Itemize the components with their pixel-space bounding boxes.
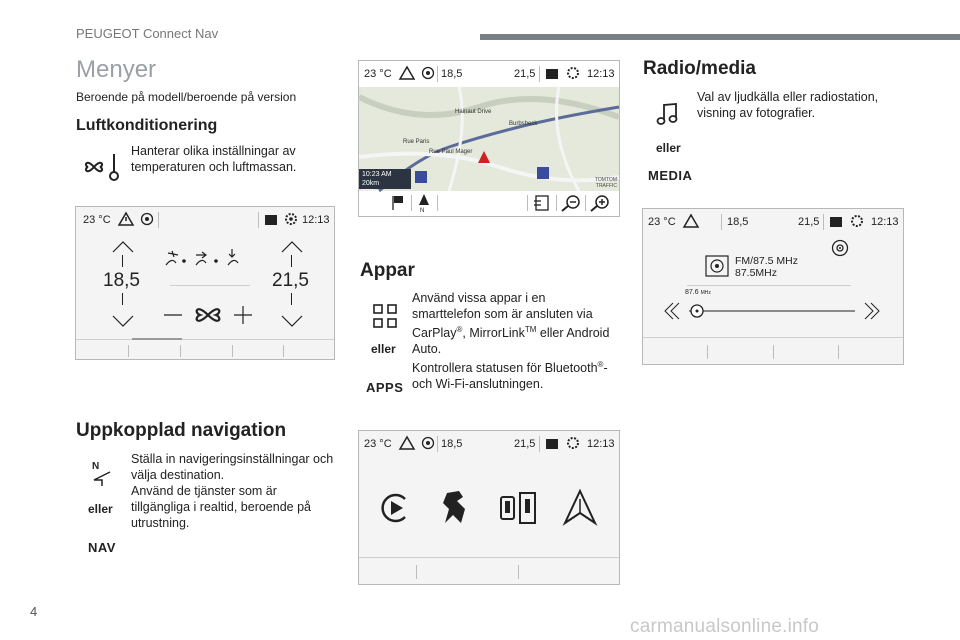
- apps-button-label: APPS: [366, 380, 404, 395]
- phone-list-icon[interactable]: [545, 68, 559, 80]
- radio-source-icon[interactable]: [831, 239, 849, 257]
- watermark: carmanualsonline.info: [630, 616, 820, 637]
- document-header-title: PEUGEOT Connect Nav: [76, 26, 219, 41]
- radio-screen: [642, 208, 904, 365]
- radio-title: Radio/media: [643, 58, 756, 79]
- warning-icon[interactable]: [683, 214, 699, 228]
- apps-screen: [358, 430, 620, 585]
- mirrorlink-icon[interactable]: [499, 489, 537, 525]
- zoom-in-icon[interactable]: [590, 194, 610, 212]
- status-temperature: 23 °C: [364, 68, 392, 80]
- status-time: 12:13: [587, 438, 615, 450]
- status-temperature: 23 °C: [83, 214, 111, 226]
- climate-description: Hanterar olika inställningar av temperaturen och luftmassan.: [131, 144, 297, 174]
- zoom-out-icon[interactable]: [561, 194, 581, 212]
- left-temp-up-icon[interactable]: [112, 241, 134, 253]
- fan-speed-control[interactable]: [164, 301, 254, 329]
- android-auto-icon[interactable]: [563, 489, 597, 525]
- climate-status-bar: [76, 207, 334, 233]
- tuner-frequency-label: 87.6 MHz: [685, 289, 711, 296]
- map-view[interactable]: [359, 87, 619, 196]
- navigation-title: Uppkopplad navigation: [76, 420, 287, 441]
- radio-description: Val av ljudkälla eller radiostation, visning av fotografier.: [697, 90, 879, 120]
- connectivity-icon[interactable]: [421, 66, 435, 80]
- settings-gear-icon[interactable]: [284, 212, 298, 226]
- station-info: [735, 255, 798, 279]
- phone-list-icon[interactable]: [829, 216, 843, 228]
- navigation-screen: [358, 60, 620, 217]
- climate-icon: [80, 152, 122, 182]
- media-button-label: MEDIA: [648, 168, 693, 183]
- tuner-slider[interactable]: [659, 301, 889, 321]
- status-right-setpoint: 21,5: [798, 216, 820, 228]
- apps-status-bar: [359, 431, 619, 457]
- map-place-1: Hainaut Drive: [455, 109, 492, 115]
- settings-gear-icon[interactable]: [566, 436, 580, 450]
- right-temp-down-icon[interactable]: [281, 315, 303, 327]
- map-eta-time: 10:23 AM: [362, 171, 392, 178]
- nav-status-bar: [359, 61, 619, 87]
- left-temp-setpoint: 18,5: [103, 270, 140, 291]
- climate-screen: [75, 206, 335, 360]
- music-note-icon: [656, 102, 680, 126]
- map-place-4: Rue Paul Mager: [429, 149, 473, 155]
- destination-flag-icon[interactable]: [391, 195, 405, 211]
- status-time: 12:13: [302, 214, 330, 226]
- status-time: 12:13: [587, 68, 615, 80]
- status-right-setpoint: 21,5: [514, 68, 536, 80]
- menus-intro: Beroende på modell/beroende på version: [76, 90, 297, 104]
- map-settings-icon[interactable]: [533, 194, 551, 212]
- svg-text:N: N: [92, 461, 100, 472]
- compass-north-icon[interactable]: [417, 193, 431, 213]
- map-place-2: Burbsbeck: [509, 121, 538, 127]
- carplay-icon[interactable]: [377, 491, 411, 525]
- climate-title: Luftkonditionering: [76, 117, 218, 134]
- peugeot-lion-icon[interactable]: [439, 489, 469, 525]
- navigation-description-1: Ställa in navigeringsinställningar och välja destination.: [131, 452, 334, 482]
- map-eta-panel: [359, 169, 411, 196]
- radio-status-bar: [643, 209, 903, 235]
- airflow-distribution-icon[interactable]: [162, 247, 254, 269]
- map-next-turn-distance: 232m: [362, 189, 380, 196]
- status-temperature: 23 °C: [648, 216, 676, 228]
- right-temp-up-icon[interactable]: [281, 241, 303, 253]
- map-place-3: Rue Paris: [403, 139, 430, 145]
- nav-arrow-icon: [90, 460, 112, 486]
- station-name: FM/87.5 MHz: [735, 255, 799, 267]
- phone-list-icon[interactable]: [264, 214, 278, 226]
- nav-button-label: NAV: [88, 540, 116, 555]
- phone-list-icon[interactable]: [545, 438, 559, 450]
- navigation-description-2: Använd de tjänster som är tillgängliga i realtid, beroende på utrustning.: [131, 484, 311, 530]
- warning-icon[interactable]: [118, 212, 134, 226]
- right-temp-setpoint: 21,5: [272, 270, 309, 291]
- warning-icon[interactable]: [399, 66, 415, 80]
- apps-grid-icon: [373, 304, 397, 328]
- navigation-or-label: eller: [88, 502, 113, 516]
- status-left-setpoint: 18,5: [441, 68, 463, 80]
- map-eta-distance: 20km: [362, 180, 380, 187]
- traffic-logo: TOMTOM TRAFFIC: [594, 177, 617, 189]
- apps-description: Använd vissa appar i en smarttelefon som är ansluten via CarPlay®, MirrorLink™ eller Android Auto. Kontrollera statusen för Bluetooth®- och Wi-Fi-anslutningen.: [412, 291, 610, 392]
- settings-gear-icon[interactable]: [566, 66, 580, 80]
- station-frequency: 87.5MHz: [735, 267, 778, 279]
- connectivity-icon[interactable]: [140, 212, 154, 226]
- station-logo-icon: [705, 255, 729, 277]
- page-number: 4: [30, 604, 38, 619]
- apps-or-label: eller: [371, 342, 396, 356]
- left-temp-down-icon[interactable]: [112, 315, 134, 327]
- status-left-setpoint: 18,5: [441, 438, 463, 450]
- status-temperature: 23 °C: [364, 438, 392, 450]
- apps-title: Appar: [360, 260, 415, 281]
- svg-text:N: N: [420, 208, 425, 214]
- settings-gear-icon[interactable]: [850, 214, 864, 228]
- menus-title: Menyer: [76, 56, 157, 83]
- connectivity-icon[interactable]: [421, 436, 435, 450]
- status-left-setpoint: 18,5: [727, 216, 749, 228]
- radio-or-label: eller: [656, 141, 681, 155]
- status-right-setpoint: 21,5: [514, 438, 536, 450]
- status-time: 12:13: [871, 216, 899, 228]
- header-bar: [480, 34, 960, 40]
- warning-icon[interactable]: [399, 436, 415, 450]
